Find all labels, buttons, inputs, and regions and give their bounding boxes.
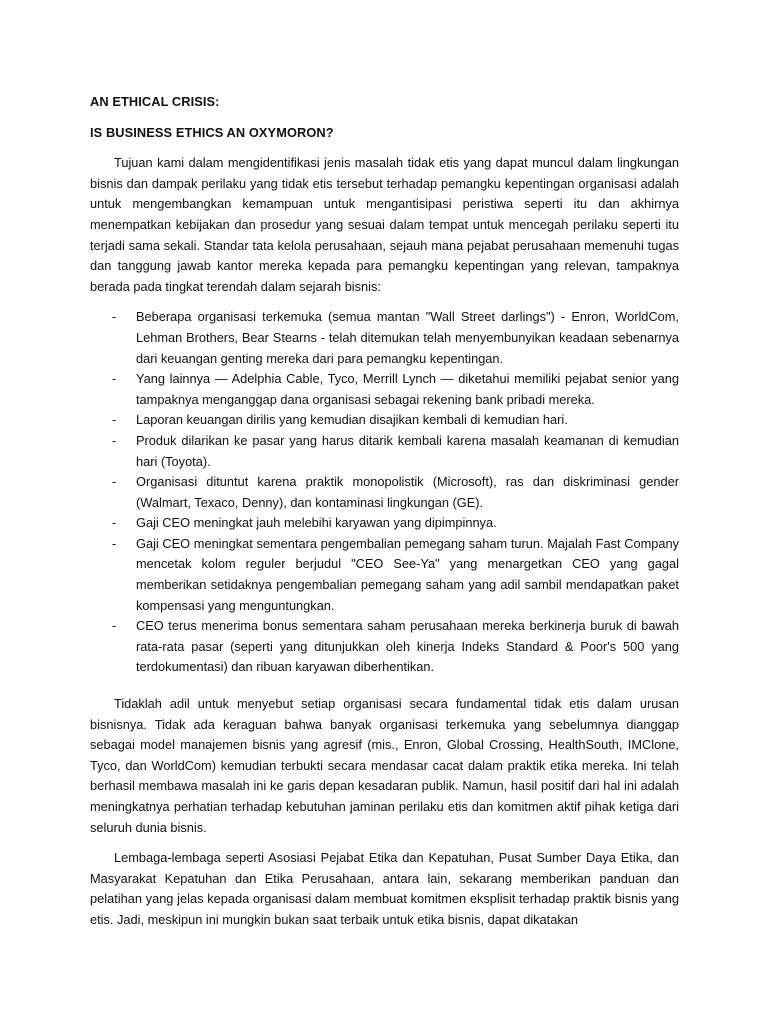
bullet-item-8 bbox=[90, 616, 679, 678]
paragraph-3: Lembaga-lembaga seperti Asosiasi Pejabat Etika dan Kepatuhan, Pusat Sumber Daya Etika, dan Masyarakat Kepatuhan dan Etika Perusahaan, antara lain, sekarang memberikan panduan dan pelatihan yang jelas kepada organisasi dalam membuat komitmen eksplisit terhadap praktik bisnis yang etis. Jadi, meskipun ini mungkin bukan saat terbaik untuk etika bisnis, dapat dikatakan bbox=[90, 850, 679, 927]
bullet-text: Yang lainnya — Adelphia Cable, Tyco, Merrill Lynch — diketahui memiliki pejabat senior yang tampaknya menganggap dana organisasi sebagai rekening bank pribadi mereka. bbox=[136, 371, 679, 407]
bullet-item-5 bbox=[90, 472, 679, 513]
bullet-text: Gaji CEO meningkat sementara pengembalian pemegang saham turun. Majalah Fast Company mencetak kolom reguler berjudul "CEO See-Ya" yang menargetkan CEO yang gagal memberikan setidaknya pengembalian pemegang saham yang adil sambil mendapatkan paket kompensasi yang menguntungkan. bbox=[136, 535, 679, 613]
bullet-text: Gaji CEO meningkat jauh melebihi karyawan yang dipimpinnya. bbox=[136, 515, 497, 531]
bullet-list bbox=[90, 307, 679, 678]
bullet-item-2 bbox=[90, 369, 679, 410]
paragraph-2: Tidaklah adil untuk menyebut setiap organisasi secara fundamental tidak etis dalam urusan bisnisnya. Tidak ada keraguan bahwa banyak organisasi terkemuka yang sebelumnya dianggap sebagai model manajemen bisnis yang agresif (mis., Enron, Global Crossing, HealthSouth, IMClone, Tyco, dan WorldCom) kemudian terbukti secara mendasar cacat dalam praktik etika mereka. Ini telah berhasil membawa masalah ini ke garis depan kesadaran publik. Namun, hasil positif dari hal ini adalah meningkatnya perhatian terhadap kebutuhan jaminan perilaku etis dan komitmen aktif pihak ketiga dari seluruh dunia bisnis. bbox=[90, 696, 679, 835]
bullet-item-6 bbox=[90, 513, 679, 534]
bullet-item-7 bbox=[90, 534, 679, 616]
bullet-dash: - bbox=[112, 371, 117, 387]
bullet-dash: - bbox=[112, 535, 117, 551]
bullet-text: Produk dilarikan ke pasar yang harus ditarik kembali karena masalah keamanan di kemudian hari (Toyota). bbox=[136, 432, 679, 469]
bullet-dash: - bbox=[112, 474, 117, 490]
bullet-dash: - bbox=[112, 515, 117, 531]
bullet-text: Beberapa organisasi terkemuka (semua mantan "Wall Street darlings") - Enron, WorldCom, Lehman Brothers, Bear Stearns - telah ditemukan telah menyembunyikan keadaan sebenarnya dari keuangan genting mereka dari para pemangku kepentingan. bbox=[136, 309, 679, 366]
intro-paragraph: Tujuan kami dalam mengidentifikasi jenis masalah tidak etis yang dapat muncul dalam lingkungan bisnis dan dampak perilaku yang tidak etis tersebut terhadap pemangku kepentingan organisasi adalah untuk mengembangkan kemampuan untuk mengantisipasi peristiwa seperti itu dan akhirnya menempatkan kebijakan dan prosedur yang sesuai dalam tempat untuk mencegah perilaku seperti itu terjadi sama sekali. Standar tata kelola perusahaan, sejauh mana pejabat perusahaan memenuhi tugas dan tanggung jawab kantor mereka kepada para pemangku kepentingan yang relevan, tampaknya berada pada tingkat terendah dalam sejarah bisnis: bbox=[90, 155, 679, 294]
bullet-dash: - bbox=[112, 432, 117, 448]
bullet-item-1 bbox=[90, 307, 679, 369]
bullet-text: Organisasi dituntut karena praktik monopolistik (Microsoft), ras dan diskriminasi gender (Walmart, Texaco, Denny), dan kontaminasi lingkungan (GE). bbox=[136, 474, 679, 510]
bullet-text: Laporan keuangan dirilis yang kemudian disajikan kembali di kemudian hari. bbox=[136, 412, 568, 428]
bullet-dash: - bbox=[112, 412, 117, 428]
document-body bbox=[90, 92, 679, 931]
bullet-item-3 bbox=[90, 410, 679, 431]
bullet-item-4 bbox=[90, 431, 679, 472]
bullet-dash: - bbox=[112, 618, 117, 634]
heading-ethical-crisis: AN ETHICAL CRISIS: bbox=[90, 94, 220, 109]
heading-business-ethics-question: IS BUSINESS ETHICS AN OXYMORON? bbox=[90, 124, 334, 140]
bullet-dash: - bbox=[112, 309, 117, 325]
bullet-text: CEO terus menerima bonus sementara saham perusahaan mereka berkinerja buruk di bawah rata-rata pasar (seperti yang ditunjukkan oleh kinerja Indeks Standard & Poor's 500 yang terdokumentasi) dan ribuan karyawan diberhentikan. bbox=[136, 618, 679, 675]
